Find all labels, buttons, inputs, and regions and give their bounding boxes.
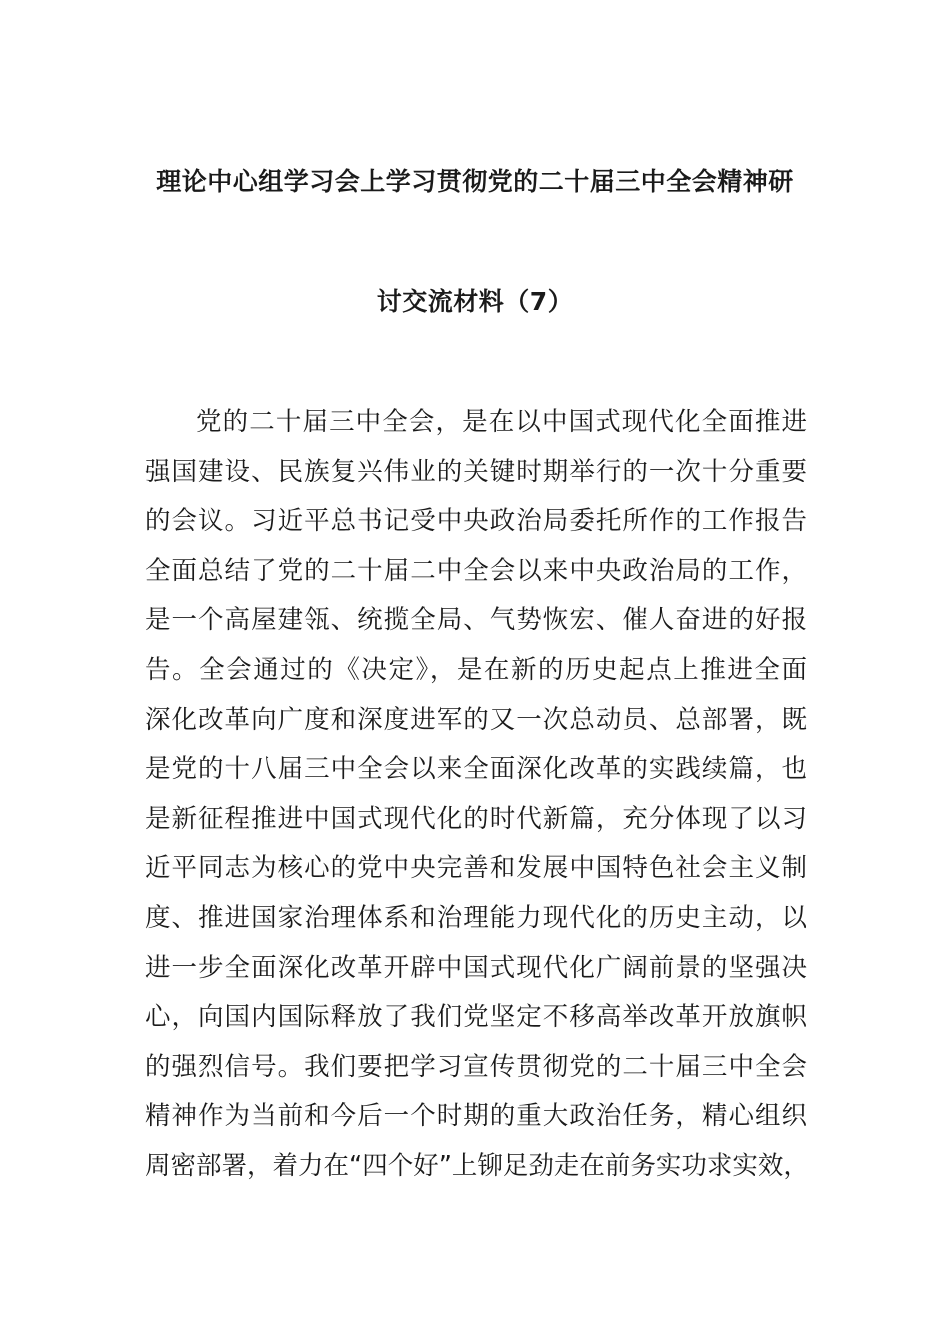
body-line: 党的二十届三中全会，是在以中国式现代化全面推进 xyxy=(196,407,807,437)
body-line: 周密部署，着力在“四个好”上铆足劲走在前务实功求实效， xyxy=(145,1150,809,1181)
body-line: 强国建设、民族复兴伟业的关键时期举行的一次十分重要 xyxy=(145,456,807,487)
body-line: 深化改革向广度和深度进军的又一次总动员、总部署，既 xyxy=(145,704,807,735)
body-line: 的会议。习近平总书记受中央政治局委托所作的工作报告 xyxy=(145,506,807,537)
body-line: 精神作为当前和今后一个时期的重大政治任务，精心组织 xyxy=(145,1101,807,1132)
document-title-line-2: 讨交流材料（7） xyxy=(376,287,574,316)
body-line: 全面总结了党的二十届二中全会以来中央政治局的工作， xyxy=(145,555,807,586)
body-line: 进一步全面深化改革开辟中国式现代化广阔前景的坚强决 xyxy=(145,952,807,983)
document-title-line-1: 理论中心组学习会上学习贯彻党的二十届三中全会精神研 xyxy=(156,167,794,196)
body-line: 是新征程推进中国式现代化的时代新篇，充分体现了以习 xyxy=(145,803,807,834)
body-line: 是党的十八届三中全会以来全面深化改革的实践续篇，也 xyxy=(145,754,807,785)
body-line: 告。全会通过的《决定》，是在新的历史起点上推进全面 xyxy=(145,654,807,685)
body-line: 心，向国内国际释放了我们党坚定不移高举改革开放旗帜 xyxy=(145,1002,807,1033)
body-line: 是一个高屋建瓴、统揽全局、气势恢宏、催人奋进的好报 xyxy=(145,605,807,636)
body-line: 度、推进国家治理体系和治理能力现代化的历史主动，以 xyxy=(145,902,807,933)
document-body xyxy=(145,398,807,1192)
body-line: 近平同志为核心的党中央完善和发展中国特色社会主义制 xyxy=(145,853,807,884)
body-line: 的强烈信号。我们要把学习宣传贯彻党的二十届三中全会 xyxy=(145,1051,807,1082)
